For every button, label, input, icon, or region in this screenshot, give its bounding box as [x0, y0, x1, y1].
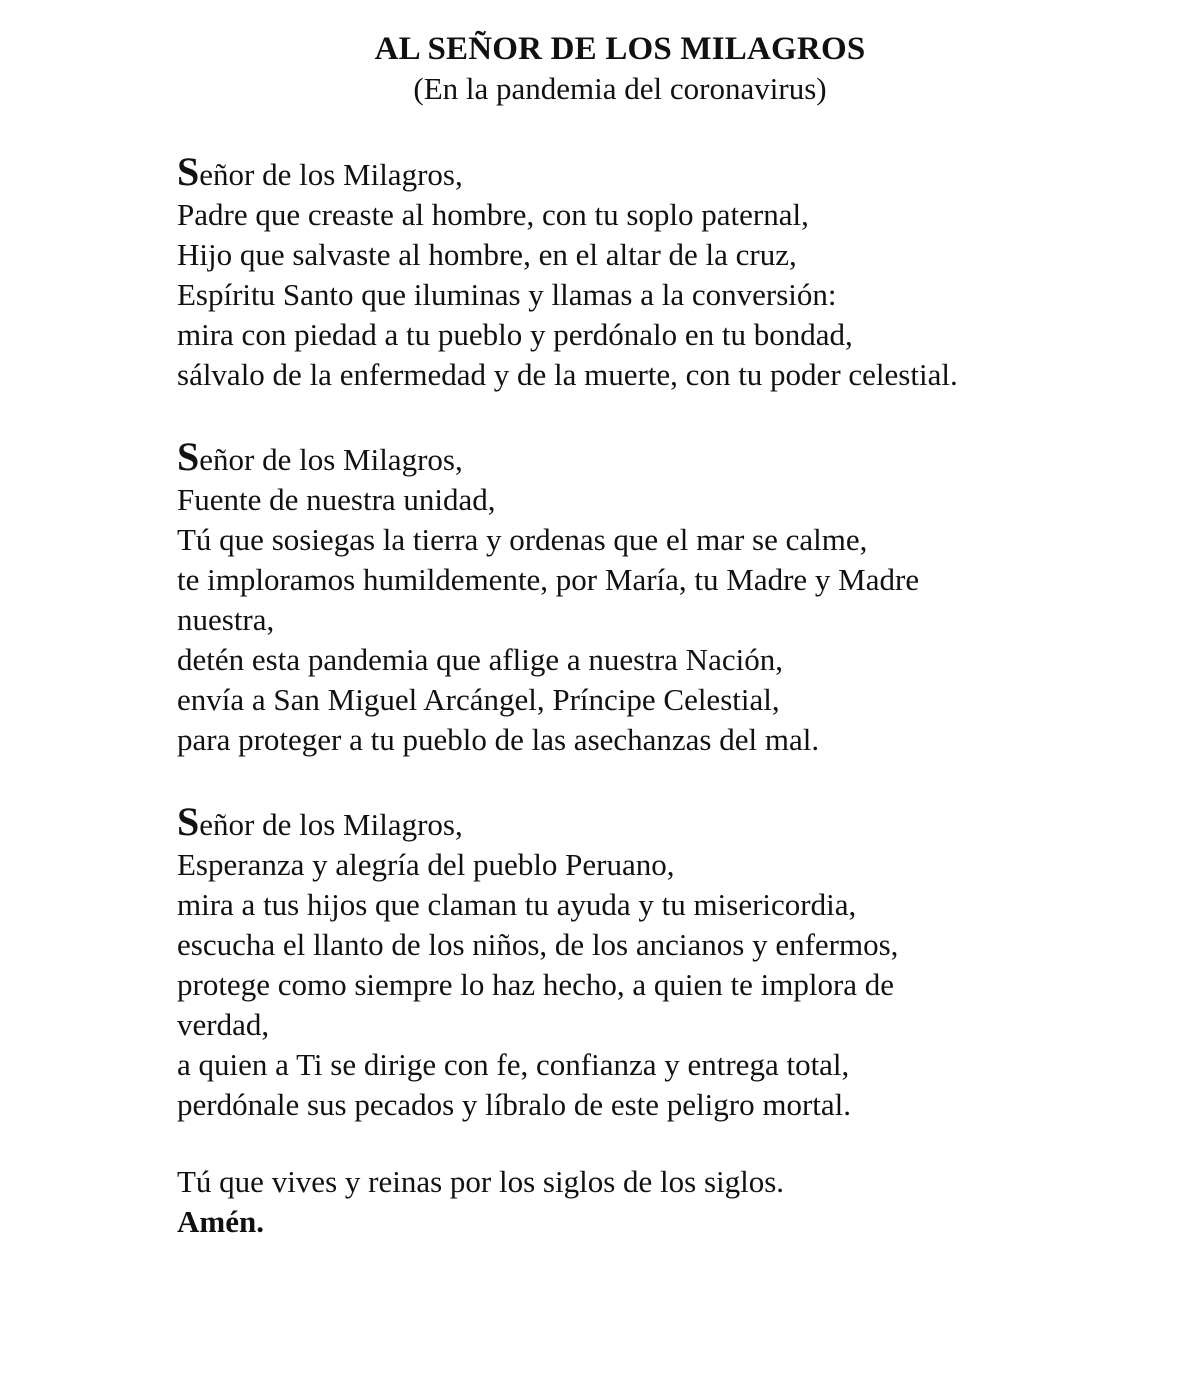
verse-line: mira a tus hijos que claman tu ayuda y tu misericordia, [177, 887, 857, 922]
verse-line: mira con piedad a tu pueblo y perdónalo en tu bondad, [177, 317, 853, 352]
verse-line: protege como siempre lo haz hecho, a quien te implora de [177, 967, 895, 1002]
verse-line: Espíritu Santo que iluminas y llamas a la conversión: [177, 277, 837, 312]
verse-line: detén esta pandemia que aflige a nuestra Nación, [177, 642, 783, 677]
verse-line: verdad, [177, 1007, 270, 1042]
verse-line: Esperanza y alegría del pueblo Peruano, [177, 847, 675, 882]
closing-line: Tú que vives y reinas por los siglos de los siglos. [177, 1164, 785, 1199]
stanza-opening-line [177, 434, 1187, 480]
verse-line: Hijo que salvaste al hombre, en el altar de la cruz, [177, 237, 797, 272]
opening-line-text: eñor de los Milagros, [199, 442, 463, 477]
verse-line: a quien a Ti se dirige con fe, confianza y entrega total, [177, 1047, 850, 1082]
verse-line: escucha el llanto de los niños, de los ancianos y enfermos, [177, 927, 899, 962]
stanza-1 [177, 149, 1187, 395]
closing [177, 1162, 1187, 1242]
stanza-2 [177, 434, 1187, 760]
drop-cap: S [177, 434, 200, 479]
verse-line: Tú que sosiegas la tierra y ordenas que el mar se calme, [177, 522, 868, 557]
stanza-opening-line [177, 149, 1187, 195]
verse-line: te imploramos humildemente, por María, tu Madre y Madre [177, 562, 920, 597]
stanza-3 [177, 799, 1187, 1125]
opening-line-text: eñor de los Milagros, [199, 807, 463, 842]
verse-line: para proteger a tu pueblo de las asechanzas del mal. [177, 722, 820, 757]
verse-line: perdónale sus pecados y líbralo de este peligro mortal. [177, 1087, 852, 1122]
drop-cap: S [177, 799, 200, 844]
poem-subtitle: (En la pandemia del coronavirus) [413, 71, 827, 106]
verse-line: nuestra, [177, 602, 275, 637]
opening-line-text: eñor de los Milagros, [199, 157, 463, 192]
verse-line: envía a San Miguel Arcángel, Príncipe Celestial, [177, 682, 780, 717]
stanza-opening-line [177, 799, 1187, 845]
poem-title: AL SEÑOR DE LOS MILAGROS [374, 31, 866, 67]
amen: Amén. [177, 1204, 264, 1239]
verse-line: sálvalo de la enfermedad y de la muerte, con tu poder celestial. [177, 357, 958, 392]
drop-cap: S [177, 149, 200, 194]
verse-line: Fuente de nuestra unidad, [177, 482, 496, 517]
verse-line: Padre que creaste al hombre, con tu soplo paternal, [177, 197, 809, 232]
